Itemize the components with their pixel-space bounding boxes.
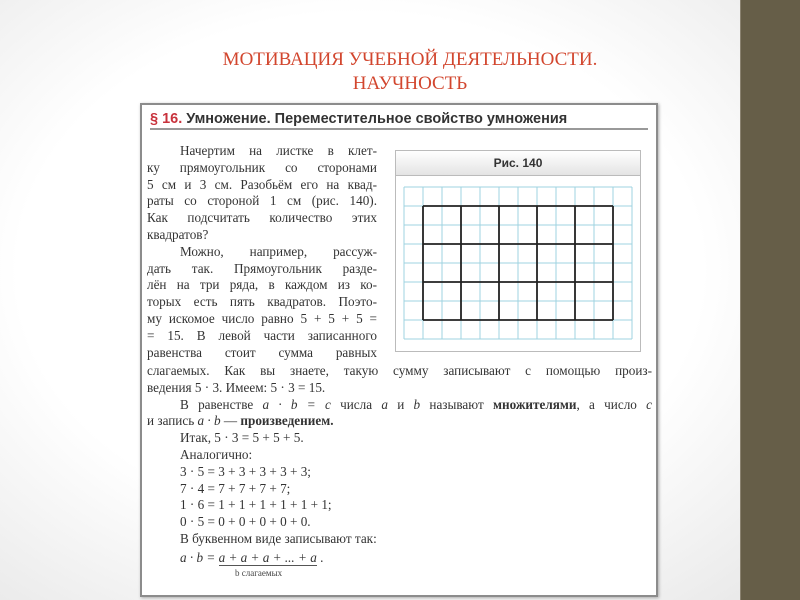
left-column-text: [147, 143, 377, 361]
text-line: равенства стоит сумма равных: [147, 344, 377, 360]
text-line: лён на три ряда, в каждом из ко-: [147, 277, 377, 293]
formula-left: a · b =: [180, 549, 219, 565]
section-heading: [150, 111, 648, 130]
variable: c: [646, 396, 652, 412]
text-line: Как подсчитать количество этих: [147, 210, 377, 226]
term-factors: множителями: [493, 396, 577, 412]
text-line: квадратов?: [147, 226, 209, 242]
text-line: = 15. В левой части записанного: [147, 327, 377, 343]
variable: b: [413, 396, 421, 412]
general-formula: [147, 550, 652, 567]
text-line: Начертим на листке в клет-: [180, 143, 377, 158]
variable: a: [381, 396, 388, 412]
text: и запись: [147, 413, 198, 429]
text-line: му искомое число равно 5 + 5 + 5 =: [147, 310, 377, 326]
text: .: [316, 549, 324, 565]
title-line-2: НАУЧНОСТЬ: [352, 73, 468, 94]
text-line: ку прямоугольник со сторонами: [147, 159, 377, 175]
definition-line-1: [147, 397, 652, 414]
decorative-side-strip: [740, 0, 800, 600]
text-line: В буквенном виде записывают так:: [180, 530, 377, 546]
text: , а число: [576, 396, 647, 412]
text-line: 5 см и 3 см. Разобьём его на квад-: [147, 176, 377, 192]
textbook-page: [140, 103, 658, 597]
example-line: 7 · 4 = 7 + 7 + 7 + 7;: [180, 480, 291, 496]
text: и: [387, 396, 414, 412]
brace-label: b слагаемых: [235, 567, 283, 578]
grid-drawing: [396, 176, 640, 351]
text: называют: [420, 396, 493, 412]
formula-right: a + a + a + ... + a: [218, 549, 317, 565]
example-line: 3 · 5 = 3 + 3 + 3 + 3 + 3;: [180, 463, 311, 479]
text-line: дать так. Прямоугольник разде-: [147, 260, 377, 276]
example-line: 1 · 6 = 1 + 1 + 1 + 1 + 1 + 1;: [180, 497, 332, 513]
text-line: ведения 5 · 3. Имеем: 5 · 3 = 15.: [147, 379, 326, 395]
definition-line-2: [147, 413, 652, 430]
section-number: § 16.: [150, 111, 183, 127]
text-line: слагаемых. Как вы знаете, такую сумму записывают с помощью произ-: [147, 363, 652, 378]
figure-140: [395, 150, 641, 352]
slide-title: [140, 48, 680, 96]
formula: a · b: [197, 413, 221, 429]
text: числа: [330, 396, 382, 412]
text: —: [220, 413, 241, 429]
text-line: Аналогично:: [180, 446, 253, 462]
text: .: [330, 413, 334, 429]
title-line-1: МОТИВАЦИЯ УЧЕБНОЙ ДЕЯТЕЛЬНОСТИ.: [222, 49, 598, 70]
text-line: торых есть пять квадратов. Поэто-: [147, 294, 377, 310]
text-line: Можно, например, рассуж-: [180, 243, 377, 259]
section-title: Умножение. Переместительное свойство умножения: [182, 111, 568, 127]
full-width-text: [147, 363, 652, 579]
formula: a · b = c: [262, 396, 331, 412]
example-line: 0 · 5 = 0 + 0 + 0 + 0 + 0.: [180, 514, 311, 530]
text: В равенстве: [180, 396, 263, 412]
text-line: раты со стороной 1 см (рис. 140).: [147, 193, 377, 209]
figure-caption: Рис. 140: [396, 151, 640, 176]
text-line: Итак, 5 · 3 = 5 + 5 + 5.: [180, 430, 304, 446]
term-product: произведением: [240, 413, 331, 429]
